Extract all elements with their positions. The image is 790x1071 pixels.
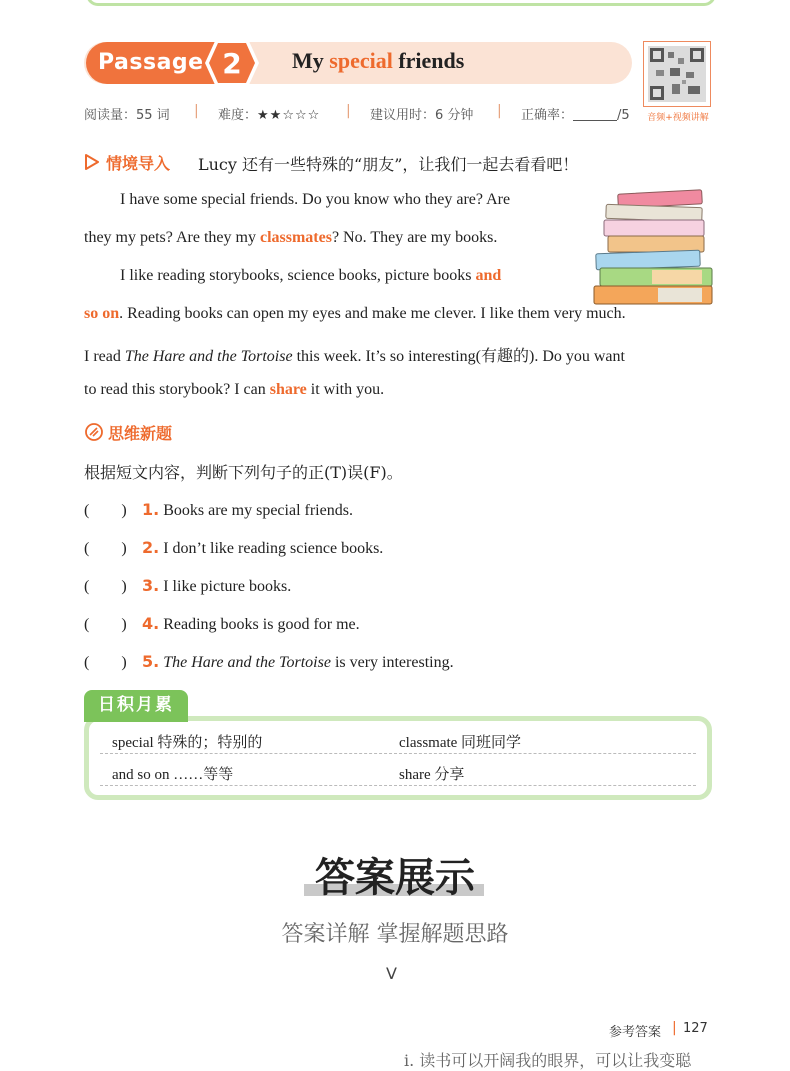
question-number: 4. bbox=[142, 614, 160, 633]
reading-count: 阅读量：55 词 bbox=[84, 108, 170, 123]
vocab-item: special 特殊的；特别的 bbox=[112, 735, 263, 751]
previous-box-border bbox=[86, 0, 716, 6]
qr-code-icon bbox=[648, 46, 706, 102]
accuracy-total: /5 bbox=[617, 108, 630, 123]
question-text: Reading books is good for me. bbox=[163, 616, 360, 633]
title-pre: My bbox=[292, 48, 324, 73]
vocab-item: classmate 同班同学 bbox=[399, 735, 522, 751]
answer-blank[interactable]: ( ) bbox=[84, 578, 127, 595]
play-triangle-icon bbox=[84, 154, 100, 170]
question-number: 5. bbox=[142, 652, 160, 671]
answer-section-title: 答案展示 bbox=[315, 855, 475, 901]
passage-line: I like reading storybooks, science books, picture books and bbox=[120, 267, 502, 284]
question-row bbox=[84, 611, 360, 634]
passage-line: I read The Hare and the Tortoise this week. It’s so interesting(有趣的). Do you want bbox=[84, 348, 625, 365]
title-highlight: special bbox=[329, 48, 393, 73]
question-text: is very interesting. bbox=[330, 654, 454, 671]
meta-divider: | bbox=[497, 103, 502, 119]
passage-label: Passage bbox=[86, 42, 216, 84]
intro-text: Lucy 还有一些特殊的“朋友”，让我们一起去看看吧！ bbox=[198, 155, 579, 174]
vocabulary-box bbox=[84, 716, 712, 800]
passage-line: to read this storybook? I can share it with you. bbox=[84, 381, 385, 398]
book-title: The Hare and the Tortoise bbox=[163, 654, 331, 671]
key-word-and-so-on: and bbox=[475, 267, 502, 284]
passage-line: so on. Reading books can open my eyes and make me clever. I like them very much. bbox=[84, 305, 626, 322]
meta-divider: | bbox=[346, 103, 351, 119]
brain-icon bbox=[84, 422, 104, 442]
exercise-instruction: 根据短文内容，判断下列句子的正(T)误(F)。 bbox=[84, 463, 403, 482]
question-row bbox=[84, 497, 353, 520]
accuracy bbox=[521, 104, 630, 123]
vocabulary-heading: 日积月累 bbox=[84, 690, 188, 722]
accuracy-label: 正确率： bbox=[521, 108, 574, 123]
question-number: 2. bbox=[142, 538, 160, 557]
question-text: I like picture books. bbox=[163, 578, 292, 595]
question-text: I don’t like reading science books. bbox=[163, 540, 384, 557]
intro-heading: 情境导入 bbox=[106, 154, 171, 173]
question-number: 1. bbox=[142, 500, 160, 519]
passage-title bbox=[292, 48, 464, 74]
question-text: Books are my special friends. bbox=[163, 502, 353, 519]
vocab-item: and so on ……等等 bbox=[112, 767, 234, 783]
answer-section-subtitle: 答案详解 掌握解题思路 bbox=[281, 922, 509, 947]
vocab-item: share 分享 bbox=[399, 767, 465, 783]
answer-blank[interactable]: ( ) bbox=[84, 616, 127, 633]
suggested-time: 建议用时：6 分钟 bbox=[370, 108, 474, 123]
divider bbox=[100, 785, 696, 786]
answer-blank[interactable]: ( ) bbox=[84, 502, 127, 519]
question-row bbox=[84, 573, 291, 596]
footer-label: 参考答案 bbox=[609, 1025, 662, 1040]
divider bbox=[100, 753, 696, 754]
question-number: 3. bbox=[142, 576, 160, 595]
answer-blank[interactable]: ( ) bbox=[84, 654, 127, 671]
book-stack-illustration bbox=[592, 188, 716, 306]
qr-code[interactable] bbox=[643, 41, 711, 107]
qr-caption: 音频+视频讲解 bbox=[647, 113, 709, 123]
key-word-share: share bbox=[269, 381, 307, 398]
chevron-down-icon[interactable]: V bbox=[386, 964, 397, 983]
meta-divider: | bbox=[194, 103, 199, 119]
question-row bbox=[84, 535, 383, 558]
passage-number: 2 bbox=[222, 47, 242, 80]
passage-line: I have some special friends. Do you know who they are? Are bbox=[120, 191, 511, 208]
exercise-heading: 思维新题 bbox=[108, 424, 173, 443]
answer-blank[interactable]: ( ) bbox=[84, 540, 127, 557]
title-post: friends bbox=[398, 48, 465, 73]
accuracy-blank[interactable] bbox=[573, 120, 617, 121]
key-word-classmates: classmates bbox=[259, 229, 332, 246]
difficulty-stars: ★★☆☆☆ bbox=[257, 108, 321, 123]
passage-number-badge bbox=[204, 37, 260, 89]
footer-divider: | bbox=[672, 1020, 677, 1036]
cut-off-text: i. 读书可以开阔我的眼界，可以让我变聪 bbox=[404, 1051, 692, 1070]
key-word-and-so-on: so on bbox=[84, 305, 120, 322]
question-row bbox=[84, 649, 454, 672]
passage-line: they my pets? Are they my classmates? No. They are my books. bbox=[84, 229, 498, 246]
book-title: The Hare and the Tortoise bbox=[124, 348, 293, 365]
page-number: 127 bbox=[683, 1021, 708, 1036]
difficulty bbox=[218, 104, 320, 123]
difficulty-label: 难度： bbox=[218, 108, 258, 123]
